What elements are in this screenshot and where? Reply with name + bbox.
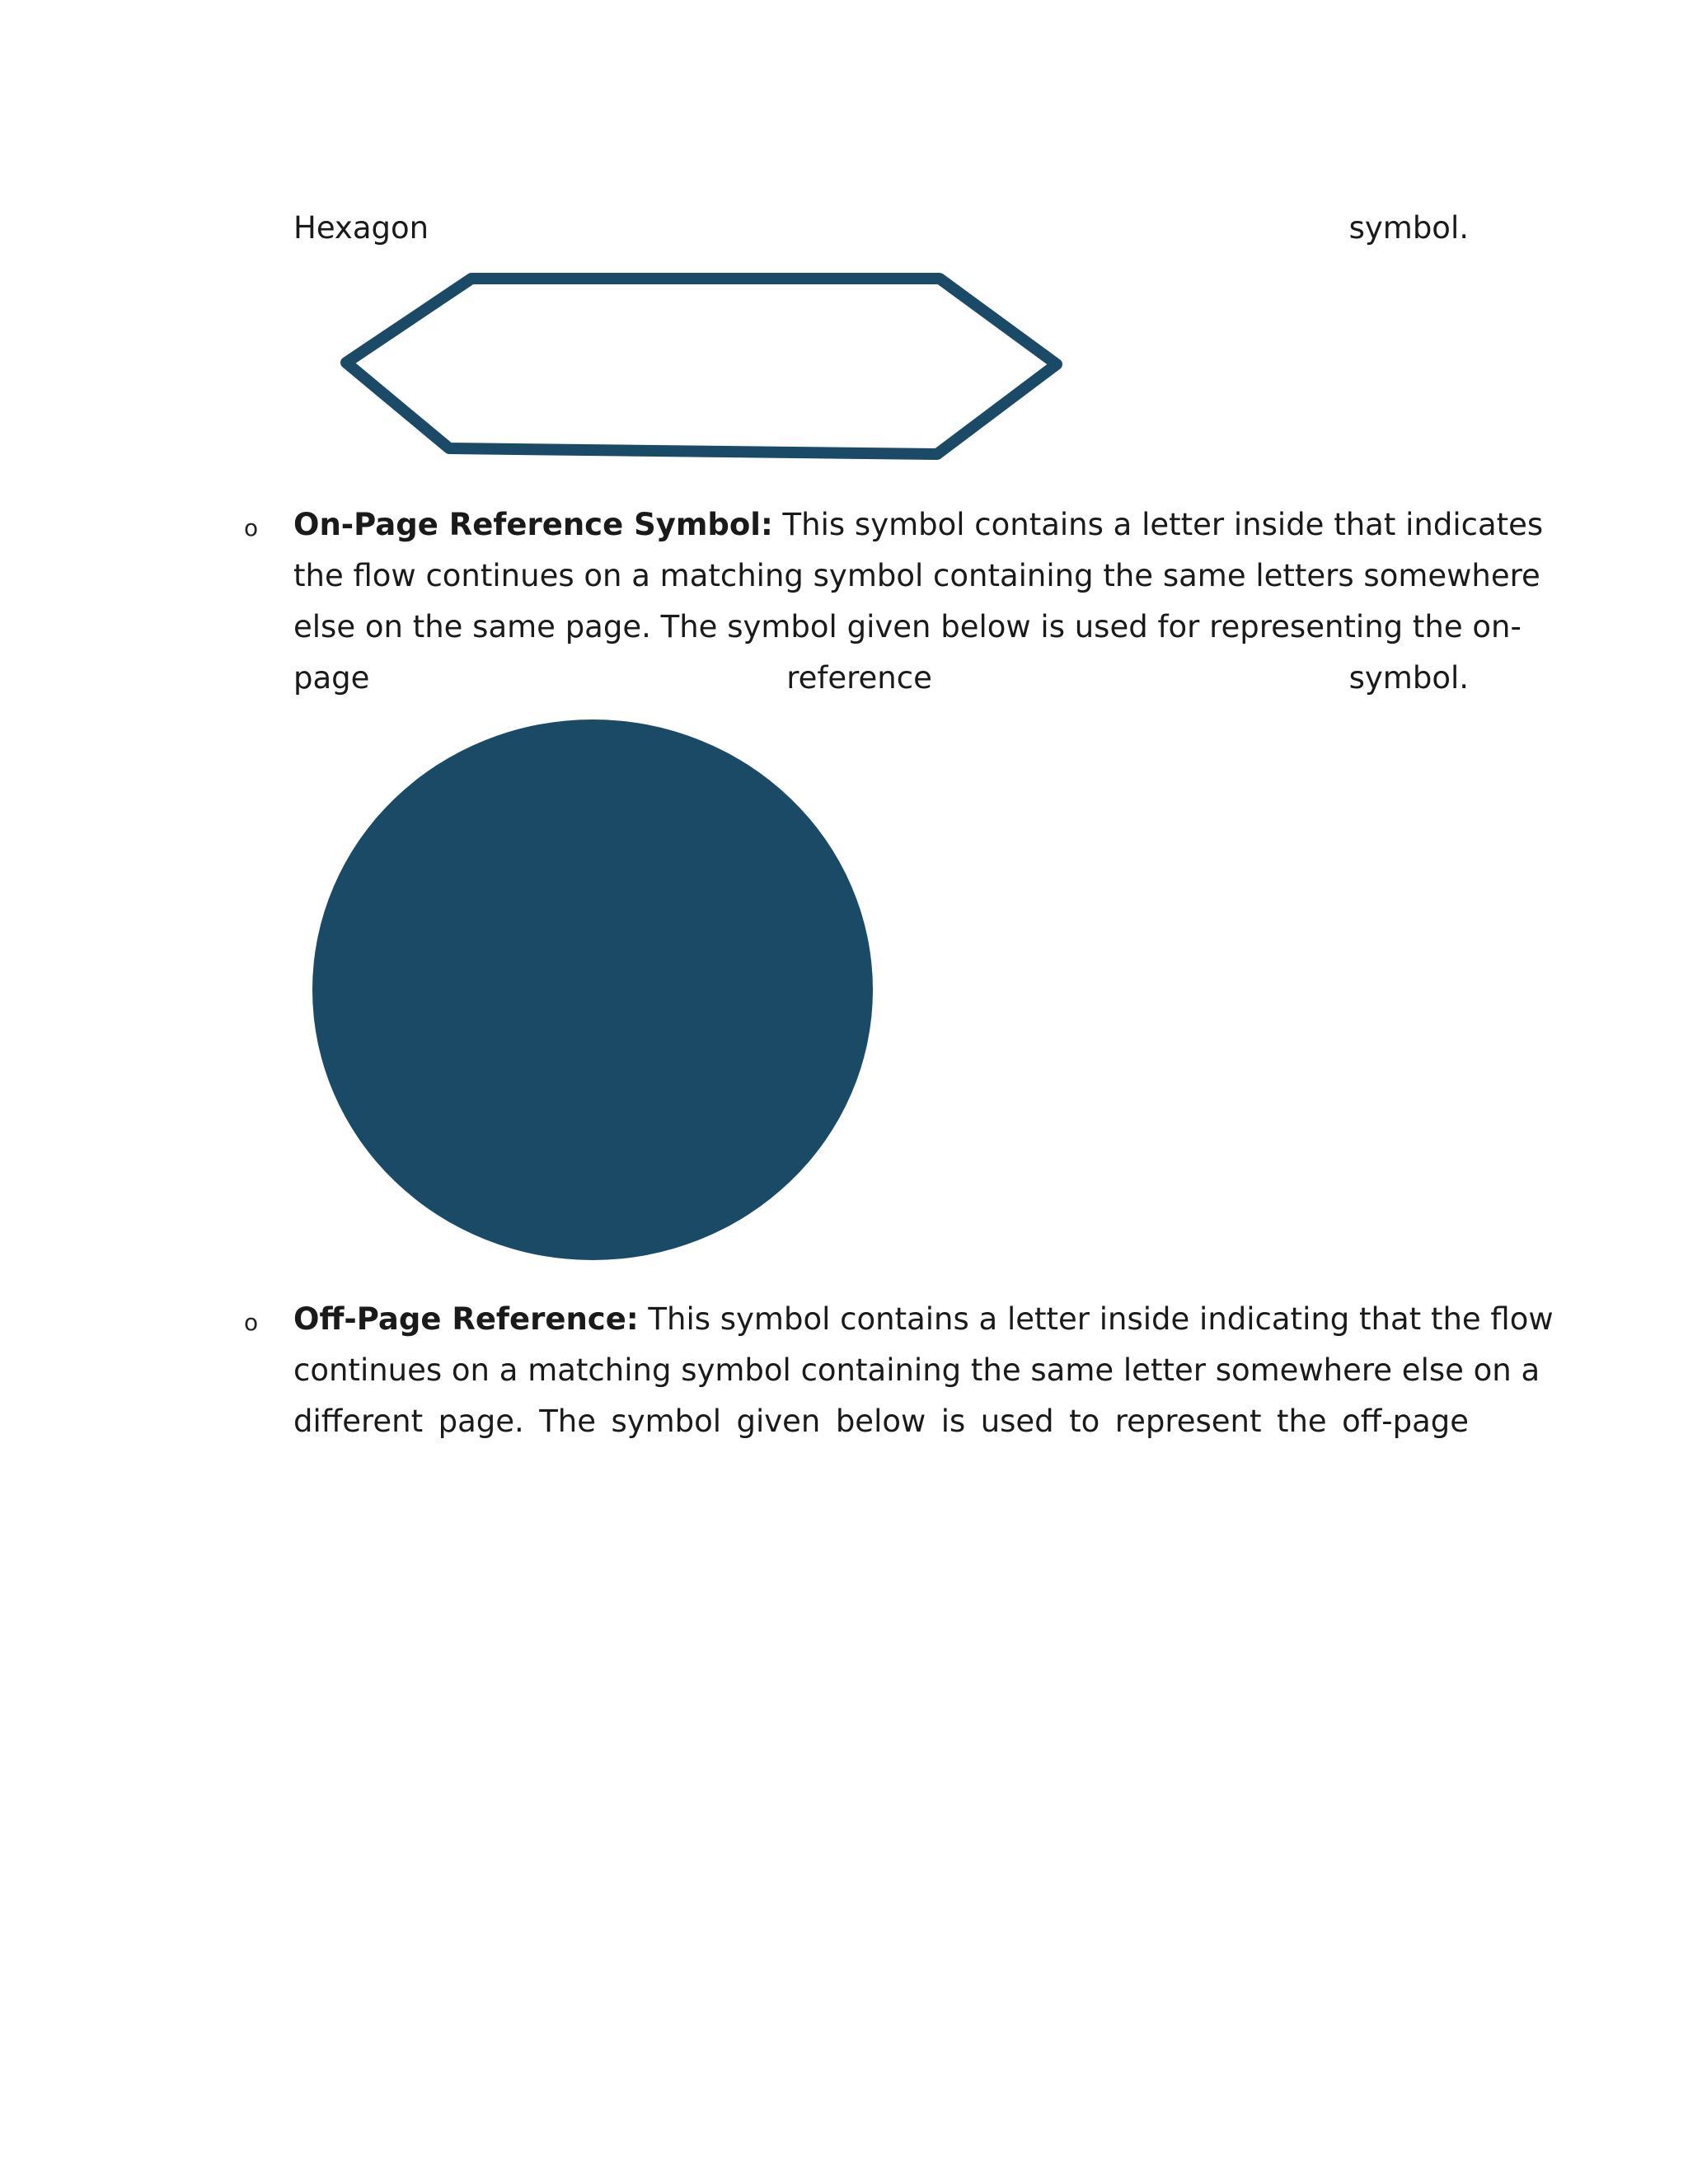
on-page-line-3: else on the same page. The symbol given below is used for representing the on- (293, 609, 1522, 644)
on-page-line-4-word-3: symbol. (1348, 660, 1470, 696)
on-page-line-4-word-1: page (293, 660, 370, 696)
off-page-lead: Off-Page Reference: (293, 1301, 639, 1337)
on-page-line-1 (293, 499, 1544, 551)
bullet-marker-off-page: o (244, 1309, 259, 1336)
off-page-line-1-text: This symbol contains a letter inside indicating that the flow (648, 1301, 1554, 1337)
on-page-line-4-word-2: reference (786, 660, 932, 696)
hexagon-symbol (338, 272, 1071, 462)
on-page-reference-circle (312, 719, 874, 1261)
hexagon-caption (293, 203, 1469, 254)
on-page-line-2: the flow continues on a matching symbol containing the same letters somewhere (293, 558, 1540, 593)
off-page-line-3: different page. The symbol given below is used to represent the off-page (293, 1404, 1469, 1439)
on-page-lead: On-Page Reference Symbol: (293, 507, 773, 542)
on-page-line-4 (293, 653, 1469, 704)
off-page-line-1 (293, 1294, 1554, 1345)
bullet-marker-on-page: o (244, 514, 259, 541)
on-page-line-1-text: This symbol contains a letter inside that indicates (782, 507, 1544, 542)
off-page-line-2: continues on a matching symbol containing the same letter somewhere else on a (293, 1352, 1540, 1388)
hexagon-caption-left: Hexagon (293, 210, 429, 246)
hexagon-caption-right: symbol. (1348, 210, 1469, 246)
